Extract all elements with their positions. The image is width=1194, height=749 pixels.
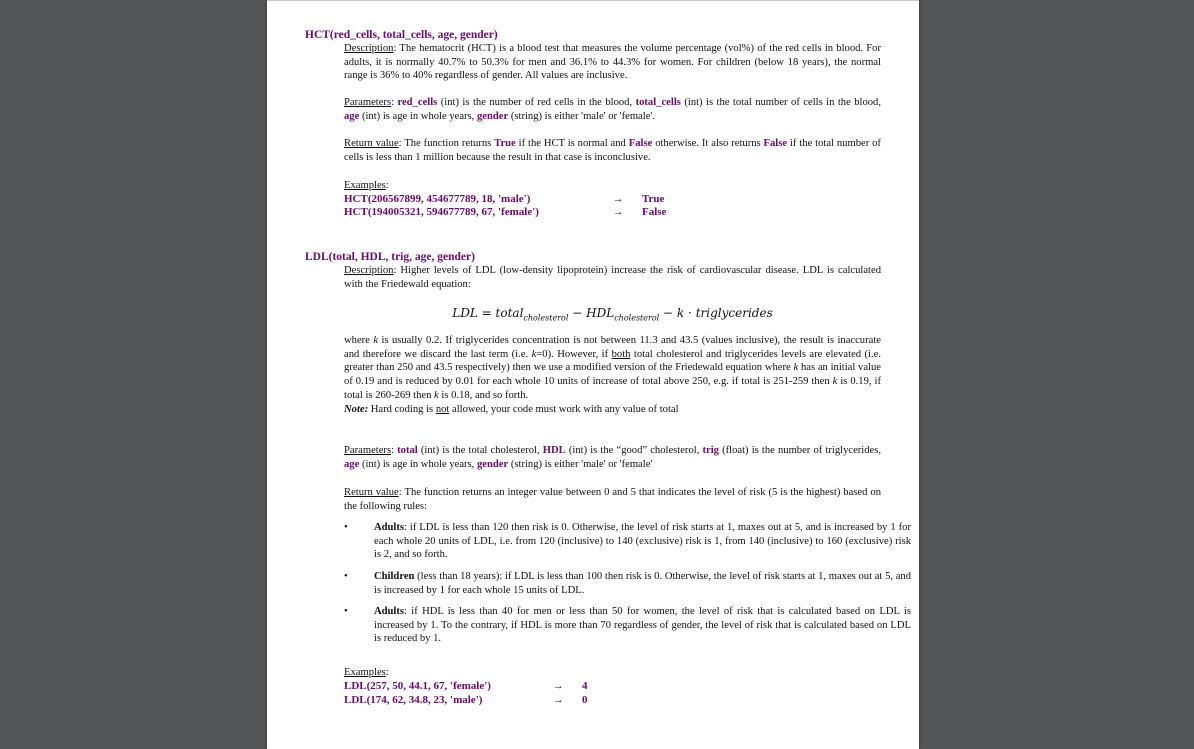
hct-parameters: Parameters: red_cells (int) is the number of red cells in the blood, total_cells (int) is the total number of cells in the blood, age (int) is age in whole years, gender (string) is either 'male' or 'female'.: [344, 97, 882, 122]
param-total-desc: (int) is the total cholesterol,: [420, 445, 540, 456]
eq-equals: =: [481, 306, 492, 320]
return-text-2: if the HCT is normal and: [518, 138, 626, 149]
param-trig-desc: (float) is the number of triglycerides,: [722, 445, 882, 456]
friedewald-equation: [344, 305, 881, 326]
param-age-desc: (int) is age in whole years,: [361, 110, 475, 122]
param-age: age: [344, 110, 360, 122]
expl-k: k: [793, 362, 799, 374]
ldl-examples-heading: Examples:: [344, 667, 389, 678]
ldl-parameters-label: Parameters: [344, 445, 392, 456]
ldl-explanation: [344, 334, 881, 416]
param-red-cells-desc: (int) is the number of red cells in the blood,: [440, 97, 633, 108]
return-true: True: [494, 138, 516, 149]
eq-ldl: LDL: [452, 306, 478, 320]
return-text-4: if the total number of cells is less than 1 million because the result in that case is inconclusive.: [344, 138, 881, 163]
arrow-icon: →: [553, 695, 564, 706]
hct-description-label: Description: [344, 43, 394, 54]
ldl-description-text: Higher levels of LDL (low-density lipoprotein) increase the risk of cardiovascular disease. LDL is calculated with the Friedewald equation:: [344, 265, 881, 290]
note-text: allowed, your code must work with any value of total: [452, 403, 679, 415]
rule-item: [344, 521, 911, 562]
eq-total: total: [495, 306, 524, 320]
ldl-example-result: 4: [582, 680, 588, 692]
rule-text: (less than 18 years): if LDL is less than 100 then risk is 0. Otherwise, the level of risk starts at 1, maxes out at 5, and is increased by 1 for each whole 15 units of LDL.: [374, 571, 912, 596]
ldl-return-value: Return value: The function returns an integer value between 0 and 5 that indicates the level of risk (5 is the highest) based on the following rules:: [344, 487, 881, 512]
rule-head: Children: [374, 571, 415, 582]
bullet-icon: •: [344, 571, 348, 582]
param-total-cells: total_cells: [635, 97, 681, 108]
hct-description: Description: The hematocrit (HCT) is a blood test that measures the volume percentage (vol%) of the red cells in blood. For adults, it is normally 40.7% to 50.3% for men and 36.1% to 44.3% for women. For children (below 18 years), the normal range is 36% to 40% regardless of gender. All values are inclusive.: [344, 43, 881, 82]
expl-k: k: [832, 376, 838, 388]
expl-text: is usually 0.2. If triglycerides concentration is not between 11.3 and 43.5 (values inclusive), the result is inaccurate and therefore we discard the last term (i.e.: [344, 335, 881, 360]
arrow-icon: →: [613, 207, 624, 218]
param-hdl-desc: (int) is the “good” cholesterol,: [568, 445, 700, 456]
note-not: not: [435, 403, 450, 415]
ldl-description: Description: Higher levels of LDL (low-density lipoprotein) increase the risk of cardiovascular disease. LDL is calculated with the Friedewald equation:: [344, 265, 881, 290]
param-hdl: HDL: [542, 445, 566, 456]
ldl-return-label: Return value: [344, 487, 399, 498]
ldl-description-label: Description: [344, 265, 394, 276]
expl-text: has an initial value of 0.19 and is reduced by 0.01 for each whole 10 units of increase of total above 250, e.g. if total is 251-259 then: [344, 362, 882, 388]
hct-example-result: True: [642, 193, 665, 205]
ldl-example-result: 0: [582, 694, 588, 706]
return-text-3: otherwise. It also returns: [655, 138, 761, 149]
eq-k: k: [676, 306, 685, 320]
expl-k: k: [434, 389, 439, 401]
eq-subscript: cholesterol: [523, 313, 569, 323]
note-label: Note:: [344, 403, 369, 415]
eq-dot: ·: [688, 306, 692, 320]
param-total-cells-desc: (int) is the total number of cells in the blood,: [684, 97, 882, 108]
param-red-cells: red_cells: [397, 97, 438, 108]
expl-k: k: [531, 348, 537, 360]
document-page: [267, 0, 919, 749]
expl-text: is 0.18, and so forth.: [441, 389, 529, 401]
hct-parameters-label: Parameters: [344, 97, 392, 108]
page-top-edge: [267, 0, 919, 1]
hct-description-text: The hematocrit (HCT) is a blood test that measures the volume percentage (vol%) of the red cells in blood. For adults, it is normally 40.7% to 50.3% for men and 36.1% to 44.3% for women. For children (below 18 years), the normal range is 36% to 40% regardless of gender. All values are inclusive.: [344, 43, 881, 82]
hct-return-value: Return value: The function returns True if the HCT is normal and False otherwise. It also returns False if the total number of cells is less than 1 million because the result in that case is inconclusive.: [344, 138, 881, 163]
return-false-2: False: [763, 138, 788, 149]
param-age-desc: (int) is age in whole years,: [361, 458, 475, 470]
eq-minus: −: [663, 306, 674, 320]
ldl-return-text: The function returns an integer value between 0 and 5 that indicates the level of risk (5 is the highest) based on the following rules:: [344, 487, 881, 512]
return-false: False: [628, 138, 653, 149]
hct-examples-label: Examples: [344, 180, 386, 191]
expl-k: k: [373, 335, 379, 346]
rule-item: [344, 605, 911, 646]
hct-title: HCT(red_cells, total_cells, age, gender): [305, 29, 498, 41]
rule-text: : if HDL is less than 40 for men or less than 50 for women, the level of risk that is calculated based on LDL is increased by 1. To the contrary, if HDL is more than 70 regardless of gender, the level of risk that is calculated based on LDL is reduced by 1.: [374, 606, 911, 645]
rule-item: [344, 570, 911, 597]
eq-hdl: HDL: [586, 306, 615, 320]
ldl-parameters: Parameters: total (int) is the total cholesterol, HDL (int) is the “good” cholesterol, trig (float) is the number of triglycerides, age (int) is age in whole years, gender (string) is either 'male' or 'female': [344, 445, 882, 470]
hct-example-call: HCT(194005321, 594677789, 67, 'female'): [344, 206, 539, 218]
param-gender-desc: (string) is either 'male' or 'female': [510, 458, 653, 470]
hct-example-result: False: [642, 206, 667, 218]
rule-head: Adults: [374, 606, 405, 617]
param-total: total: [397, 445, 418, 456]
expl-text: where: [344, 335, 370, 346]
param-gender-desc: (string) is either 'male' or 'female'.: [510, 110, 655, 122]
arrow-icon: →: [613, 194, 624, 205]
rule-text: : if LDL is less than 120 then risk is 0. Otherwise, the level of risk starts at 1, maxes out at 5, and is increased by 1 for each whole 20 units of LDL, i.e. from 120 (inclusive) to 140 (exclusive) risk is 1, from 140 (inclusive) to 160 (exclusive) risk is 2, and so forth.: [374, 522, 911, 561]
ldl-example-call: LDL(257, 50, 44.1, 67, 'female'): [344, 680, 491, 692]
expl-both: both: [611, 348, 631, 360]
return-text-1: The function returns: [404, 138, 492, 149]
hct-examples-heading: Examples:: [344, 180, 389, 191]
ldl-examples-label: Examples: [344, 667, 386, 678]
eq-triglycerides: triglycerides: [695, 306, 773, 320]
bullet-icon: •: [344, 606, 348, 617]
bullet-icon: •: [344, 522, 348, 533]
ldl-example-call: LDL(174, 62, 34.8, 23, 'male'): [344, 694, 483, 706]
hct-example-call: HCT(206567899, 454677789, 18, 'male'): [344, 193, 531, 205]
ldl-title: LDL(total, HDL, trig, age, gender): [305, 251, 475, 263]
eq-subscript: cholesterol: [614, 313, 660, 323]
note-text: Hard coding is: [370, 403, 434, 415]
hct-return-label: Return value: [344, 138, 399, 149]
param-age: age: [344, 458, 360, 470]
param-gender: gender: [477, 110, 509, 122]
param-gender: gender: [477, 458, 509, 470]
eq-minus: −: [572, 306, 583, 320]
expl-text: total cholesterol and triglycerides levels are elevated (i.e. greater than 250 and 43.5 respectively) then we use a modified version of the Friedewald equation where: [344, 348, 881, 374]
rule-head: Adults: [374, 522, 405, 533]
param-trig: trig: [702, 445, 719, 456]
expl-text: =0). However, if: [536, 348, 609, 360]
arrow-icon: →: [553, 681, 564, 692]
expl-text: is 0.19, if total is 260-269 then: [344, 376, 881, 401]
